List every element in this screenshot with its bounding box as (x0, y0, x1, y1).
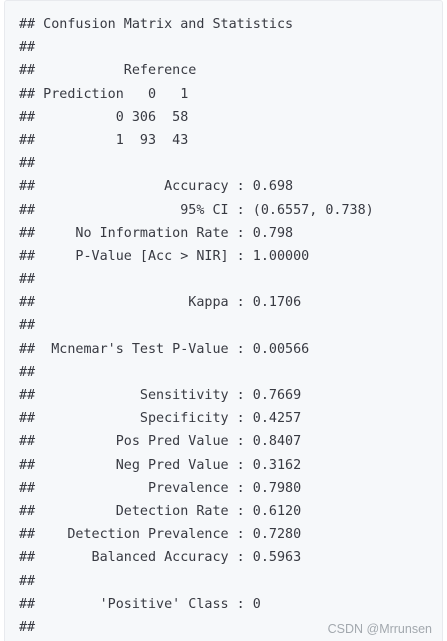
code-line: ## 'Positive' Class : 0 (19, 596, 261, 612)
code-line: ## Mcnemar's Test P-Value : 0.00566 (19, 341, 310, 357)
code-line: ## Neg Pred Value : 0.3162 (19, 457, 302, 473)
code-line: ## Kappa : 0.1706 (19, 295, 302, 311)
code-line: ## 1 93 43 (19, 132, 189, 148)
code-line: ## Specificity : 0.4257 (19, 411, 302, 427)
code-line: ## (19, 573, 36, 589)
code-line: ## Detection Rate : 0.6120 (19, 503, 302, 519)
code-line: ## Accuracy : 0.698 (19, 179, 294, 195)
code-line: ## Sensitivity : 0.7669 (19, 388, 302, 403)
code-output-block (4, 0, 443, 641)
code-line: ## Pos Pred Value : 0.8407 (19, 434, 302, 450)
code-line: ## 0 306 58 (19, 109, 189, 125)
code-line: ## (19, 40, 36, 56)
code-line: ## Balanced Accuracy : 0.5963 (19, 550, 302, 566)
code-line: ## (19, 272, 36, 288)
code-line: ## P-Value [Acc > NIR] : 1.00000 (19, 248, 310, 264)
code-line: ## Reference (19, 63, 197, 79)
code-line: ## (19, 156, 36, 172)
code-line: ## Prediction 0 1 (19, 86, 189, 102)
code-line: ## No Information Rate : 0.798 (19, 225, 294, 241)
code-line: ## Detection Prevalence : 0.7280 (19, 527, 302, 543)
code-line: ## Confusion Matrix and Statistics (19, 17, 294, 32)
csdn-watermark: CSDN @Mrrunsen (327, 622, 432, 636)
code-line: ## (19, 318, 36, 334)
code-line: ## (19, 619, 36, 635)
code-line: ## Prevalence : 0.7980 (19, 480, 302, 496)
code-line: ## (19, 364, 36, 380)
code-line: ## 95% CI : (0.6557, 0.738) (19, 202, 374, 218)
code-lines (19, 13, 374, 639)
